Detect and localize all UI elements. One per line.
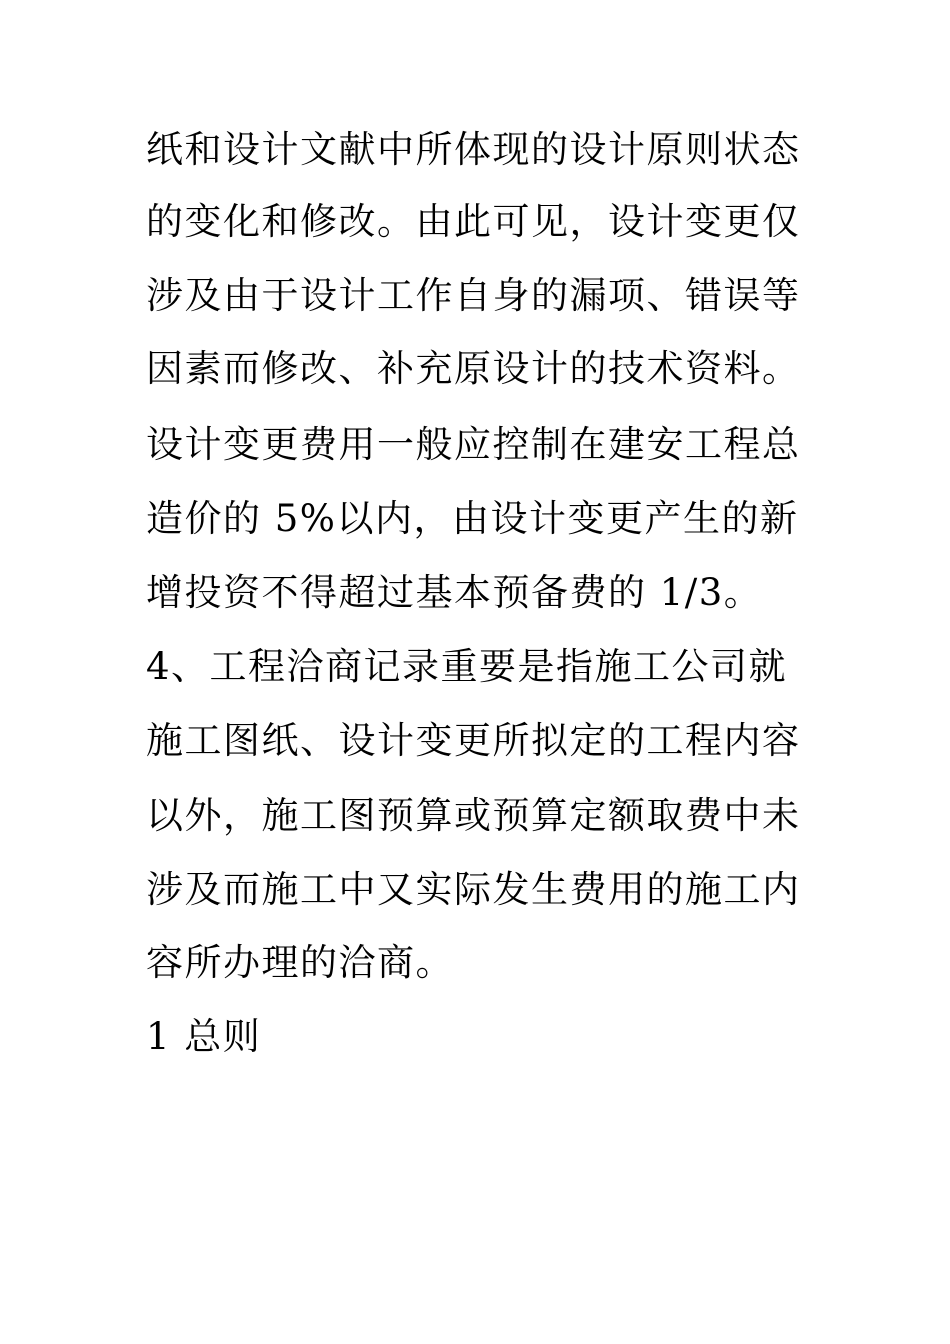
body-text-line: 造价的 5%以内，由设计变更产生的新 [146,497,799,540]
body-text-line: 涉及而施工中又实际发生费用的施工内 [146,868,801,911]
body-text-line: 设计变更费用一般应控制在建安工程总 [146,423,801,466]
body-text-line: 的变化和修改。由此可见，设计变更仅 [146,200,801,243]
body-text-line: 4、工程洽商记录重要是指施工公司就 [146,645,788,688]
body-text-line: 增投资不得超过基本预备费的 1/3。 [146,571,763,614]
section-heading: 1 总则 [146,1015,262,1058]
body-text-line: 容所办理的洽商。 [146,941,454,984]
body-text-line: 以外，施工图预算或预算定额取费中未 [146,794,801,837]
body-text-line: 纸和设计文献中所体现的设计原则状态 [146,128,801,171]
body-text-line: 施工图纸、设计变更所拟定的工程内容 [146,719,801,762]
body-text-line: 涉及由于设计工作自身的漏项、错误等 [146,274,801,317]
body-text-line: 因素而修改、补充原设计的技术资料。 [146,347,801,390]
